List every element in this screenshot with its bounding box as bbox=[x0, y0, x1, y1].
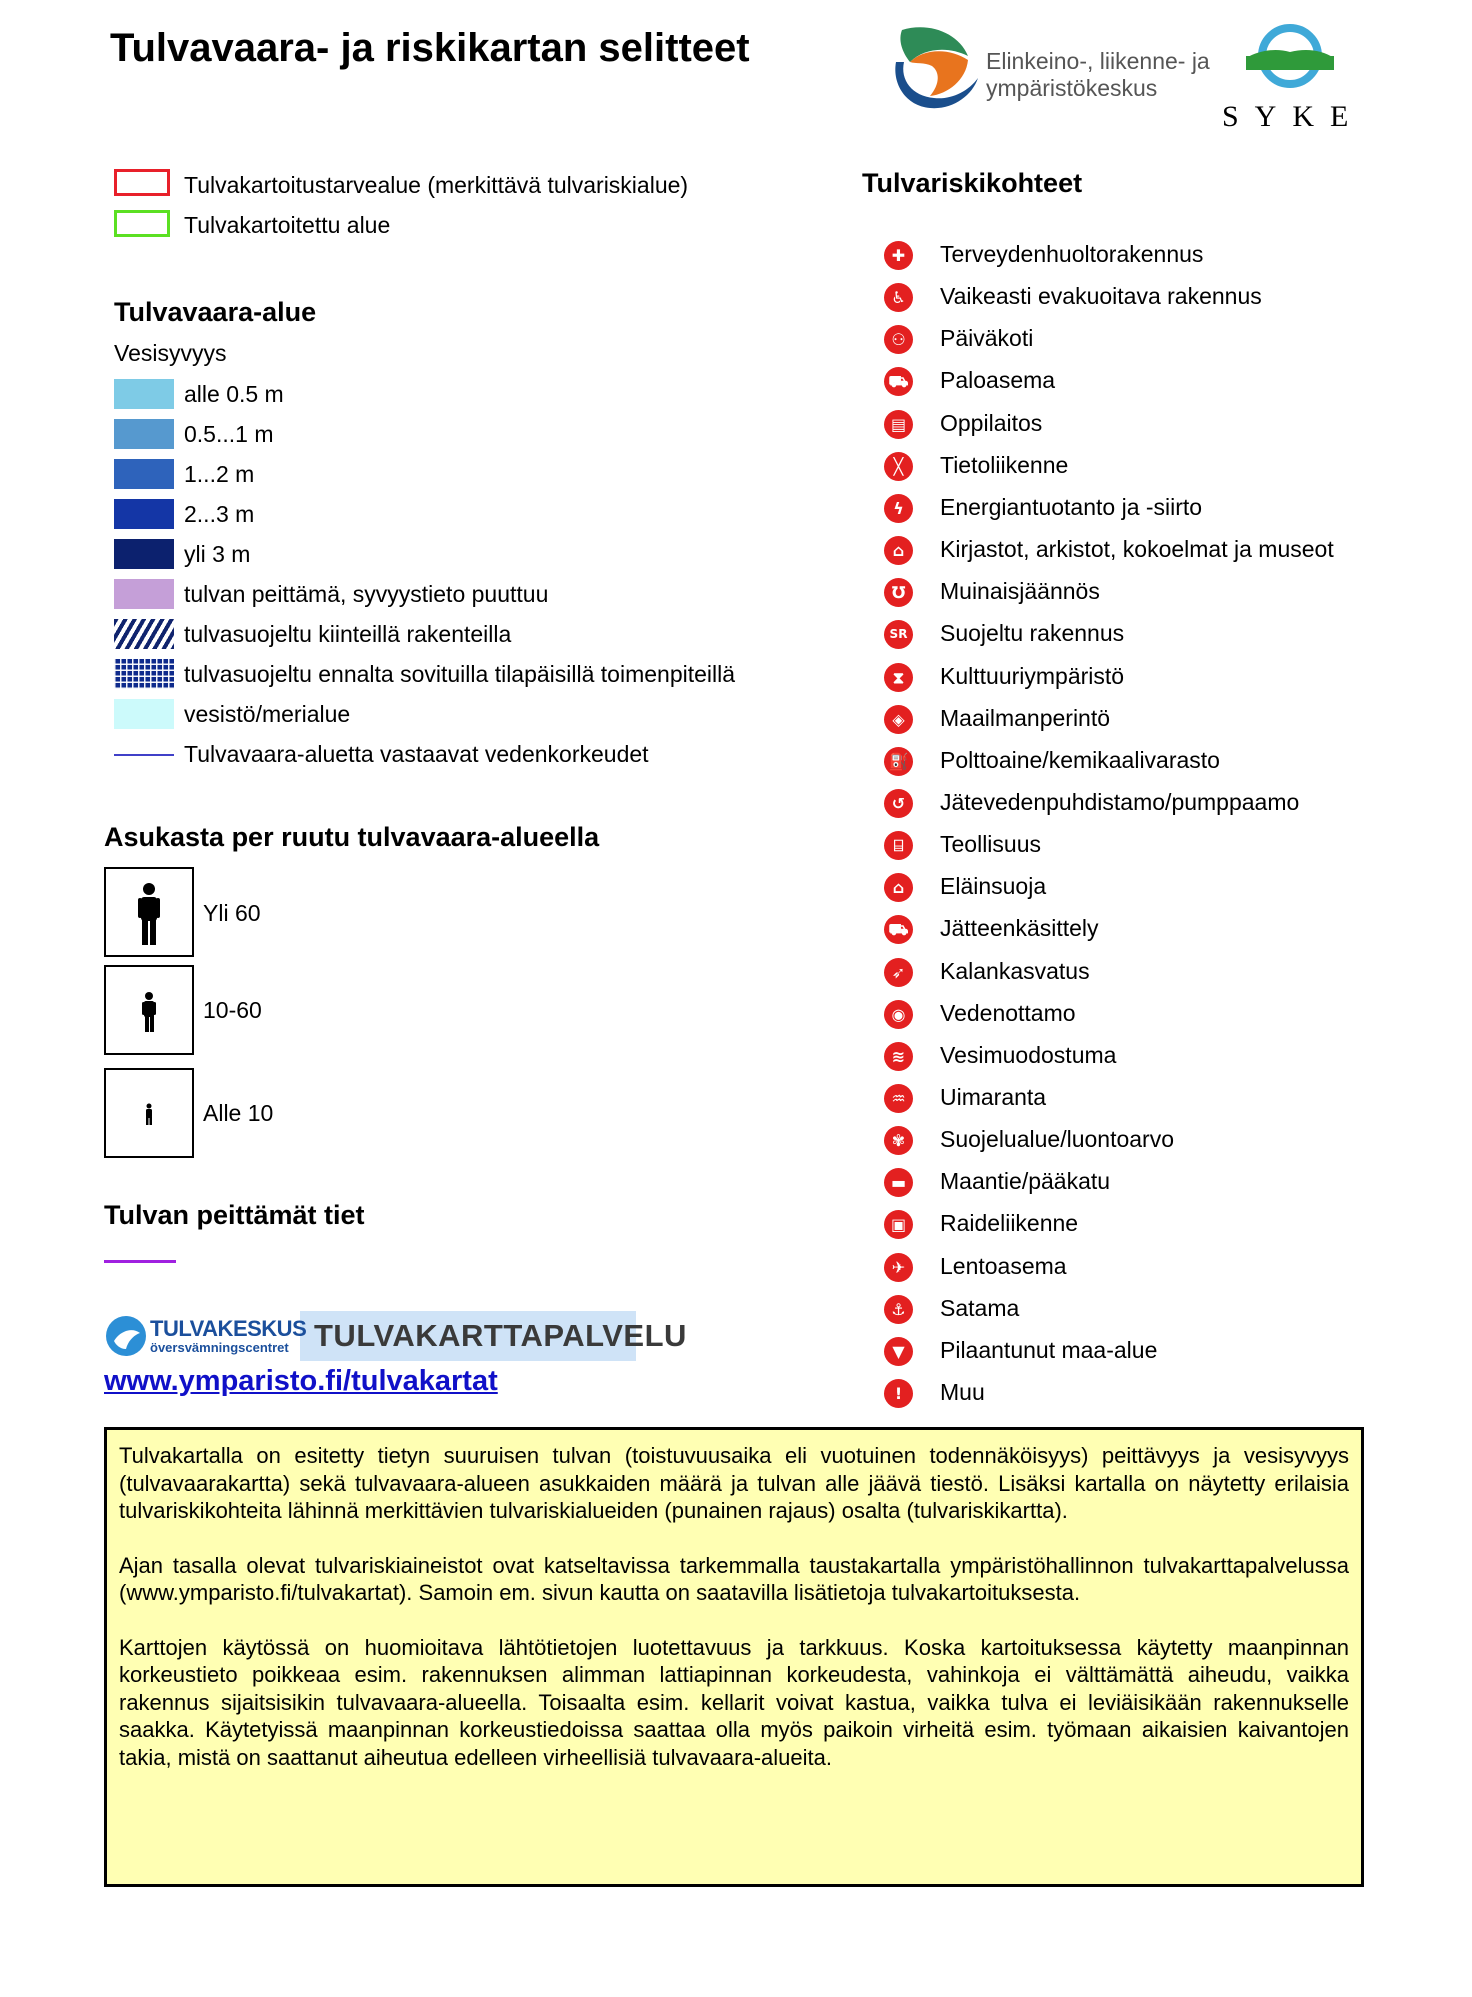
horseshoe-icon: ℧ bbox=[884, 578, 913, 607]
risk-targets-heading: Tulvariskikohteet bbox=[862, 168, 1083, 198]
info-box bbox=[104, 1427, 1364, 1887]
risk-target-label: Polttoaine/kemikaalivarasto bbox=[940, 746, 1220, 773]
temporary-protection-label: tulvasuojeltu ennalta sovituilla tilapäisillä toimenpiteillä bbox=[184, 661, 736, 687]
risk-target-label: Maailmanperintö bbox=[940, 704, 1111, 731]
waste-truck-icon: ⛟ bbox=[884, 915, 913, 944]
waves-icon: ≋ bbox=[884, 1042, 913, 1071]
stroller-icon: ⚇ bbox=[884, 325, 913, 354]
world-heritage-icon: ◈ bbox=[884, 705, 913, 734]
risk-target-label: Kalankasvatus bbox=[940, 957, 1090, 984]
antenna-icon: ╳ bbox=[884, 452, 913, 481]
risk-target-label: Oppilaitos bbox=[940, 409, 1043, 436]
wheelchair-icon: ♿ bbox=[884, 283, 913, 312]
risk-target-label: Pilaantunut maa-alue bbox=[940, 1336, 1158, 1363]
risk-target-label: Uimaranta bbox=[940, 1084, 1047, 1110]
outline-label: Tulvakartoitettu alue bbox=[184, 212, 391, 238]
no-depth-swatch bbox=[114, 579, 174, 609]
outline-label: Tulvakartoitustarvealue (merkittävä tulvariskialue) bbox=[184, 172, 689, 198]
person-icon bbox=[106, 967, 192, 1053]
sr-icon: SR bbox=[884, 620, 913, 649]
risk-target-label: Tietoliikenne bbox=[940, 451, 1069, 478]
depth-label: 0.5...1 m bbox=[184, 421, 274, 447]
risk-target-label: Vaikeasti evakuoitava rakennus bbox=[940, 283, 1262, 310]
triangle-icon: ▼ bbox=[884, 1337, 913, 1366]
risk-target-label: Muinaisjäännös bbox=[940, 578, 1100, 605]
fuel-icon: ⛽ bbox=[884, 747, 913, 776]
fixed-protection-swatch bbox=[114, 619, 174, 649]
risk-target-label: Maantie/pääkatu bbox=[940, 1168, 1111, 1195]
risk-target-label: Jätteenkäsittely bbox=[940, 915, 1099, 942]
book-icon: ▤ bbox=[884, 410, 913, 439]
train-icon: ▣ bbox=[884, 1210, 913, 1239]
water-level-label: Tulvavaara-aluetta vastaavat vedenkorkeudet bbox=[184, 741, 649, 767]
anchor-icon: ⚓ bbox=[884, 1295, 913, 1324]
flood-area-heading: Tulvavaara-alue bbox=[114, 297, 317, 327]
ely-logo-text: Elinkeino-, liikenne- ja ympäristökeskus bbox=[986, 48, 1210, 101]
factory-icon: ⌸ bbox=[884, 831, 913, 860]
museum-icon: ⌂ bbox=[884, 536, 913, 565]
info-paragraph: Tulvakartalla on esitetty tietyn suuruisen tulvan (toistuvuusaika eli vuotuinen todennäköisyys) peittävyys ja vesisyvyys (tulvavaarakartta) sekä tulvavaara-alueen asukkaiden määrä ja tulvan alle jäävä tiestö. Lisäksi kartalla on näytetty erilaisia tulvariskikohteita lähinnä merkittävien tulvariskialueiden (punainen rajaus) osalta (tulvariskikartta). bbox=[119, 1443, 1349, 1523]
airplane-icon: ✈ bbox=[884, 1253, 913, 1282]
water-body-swatch bbox=[114, 699, 174, 729]
risk-target-label: Muu bbox=[940, 1379, 985, 1406]
fish-icon: ➶ bbox=[884, 958, 913, 987]
lightning-icon: ϟ bbox=[884, 494, 913, 523]
person-icon bbox=[106, 1070, 192, 1156]
depth-swatch-3 bbox=[114, 499, 174, 529]
outline-red-swatch bbox=[114, 169, 170, 196]
tulvakarttapalvelu-label: TULVAKARTTAPALVELU bbox=[314, 1318, 687, 1353]
risk-target-label: Satama bbox=[940, 1294, 1020, 1321]
risk-target-label: Terveydenhuoltorakennus bbox=[940, 241, 1204, 267]
fixed-protection-label: tulvasuojeltu kiinteillä rakenteilla bbox=[184, 621, 512, 647]
risk-target-label: Vedenottamo bbox=[940, 999, 1076, 1026]
exclamation-icon: ! bbox=[884, 1379, 913, 1408]
syke-logo bbox=[1240, 18, 1340, 100]
roads-heading: Tulvan peittämät tiet bbox=[104, 1200, 365, 1230]
tulvakeskus-brand-sub: översvämningscentret bbox=[150, 1340, 289, 1355]
depth-swatch-4 bbox=[114, 539, 174, 569]
risk-target-label: Lentoasema bbox=[940, 1252, 1067, 1279]
water-intake-icon: ◉ bbox=[884, 1000, 913, 1029]
wastewater-icon: ↺ bbox=[884, 789, 913, 818]
fire-truck-icon: ⛟ bbox=[884, 367, 913, 396]
risk-target-label: Jätevedenpuhdistamo/pumppaamo bbox=[940, 788, 1300, 815]
tulvakeskus-brand: TULVAKESKUS bbox=[150, 1316, 307, 1341]
population-label: Yli 60 bbox=[203, 900, 261, 926]
depth-swatch-2 bbox=[114, 459, 174, 489]
depth-label: 2...3 m bbox=[184, 501, 255, 527]
syke-logo-text: SYKE bbox=[1222, 100, 1365, 133]
risk-target-label: Päiväkoti bbox=[940, 325, 1034, 352]
car-icon: ▬ bbox=[884, 1168, 913, 1197]
flood-area-subheading: Vesisyvyys bbox=[114, 340, 227, 366]
person-icon bbox=[106, 869, 192, 955]
nature-icon: ✾ bbox=[884, 1126, 913, 1155]
risk-target-label: Vesimuodostuma bbox=[940, 1041, 1117, 1068]
depth-label: yli 3 m bbox=[184, 541, 251, 567]
risk-target-label: Raideliikenne bbox=[940, 1210, 1079, 1237]
population-box-small bbox=[104, 1068, 194, 1158]
flooded-road-line bbox=[104, 1260, 176, 1263]
risk-target-label: Energiantuotanto ja -siirto bbox=[940, 493, 1203, 520]
risk-target-label: Teollisuus bbox=[940, 831, 1041, 858]
risk-target-label: Kirjastot, arkistot, kokoelmat ja museot bbox=[940, 536, 1334, 563]
cross-icon: ✚ bbox=[884, 241, 913, 270]
barn-icon: ⌂ bbox=[884, 873, 913, 902]
risk-target-label: Kulttuuriympäristö bbox=[940, 662, 1125, 689]
population-heading: Asukasta per ruutu tulvavaara-alueella bbox=[104, 822, 600, 852]
risk-target-label: Suojelualue/luontoarvo bbox=[940, 1126, 1175, 1153]
swimmer-icon: ♒ bbox=[884, 1084, 913, 1113]
population-label: 10-60 bbox=[203, 997, 262, 1023]
population-label: Alle 10 bbox=[203, 1100, 274, 1126]
depth-label: alle 0.5 m bbox=[184, 381, 284, 407]
risk-target-label: Paloasema bbox=[940, 367, 1056, 394]
depth-label: 1...2 m bbox=[184, 461, 255, 487]
risk-target-label: Suojeltu rakennus bbox=[940, 620, 1125, 647]
page-title: Tulvavaara- ja riskikartan selitteet bbox=[110, 26, 750, 70]
population-box-large bbox=[104, 867, 194, 957]
water-level-line bbox=[114, 754, 174, 756]
depth-swatch-1 bbox=[114, 419, 174, 449]
population-box-medium bbox=[104, 965, 194, 1055]
water-body-label: vesistö/merialue bbox=[184, 701, 351, 727]
outline-green-swatch bbox=[114, 210, 170, 237]
culture-icon: ⧗ bbox=[884, 663, 913, 692]
no-depth-label: tulvan peittämä, syvyystieto puuttuu bbox=[184, 581, 549, 607]
depth-swatch-0 bbox=[114, 379, 174, 409]
info-paragraph: Karttojen käytössä on huomioitava lähtötietojen luotettavuus ja tarkkuus. Koska kartoituksessa käytetty maanpinnan korkeustieto poikkeaa esim. rakennuksen alimman lattiapinnan korkeudesta, vahinkoja ei välttämättä aiheudu, vaikka rakennus sijaitsisikin tulvavaara-alueella. Toisaalta esim. kellarit voivat kastua, vaikka tulva ei leviäisikään rakennukselle saakka. Käytetyissä maanpinnan korkeustiedoissa saattaa olla myös paikoin virheitä esim. työmaan aikaisien kaivantojen takia, mistä on saattanut aiheutua edelleen virheellisiä tulvavaara-alueita. bbox=[119, 1634, 1349, 1770]
info-paragraph: Ajan tasalla olevat tulvariskiaineistot ovat katseltavissa tarkemmalla taustakartalla ympäristöhallinnon tulvakarttapalvelussa (www.ymparisto.fi/tulvakartat). Samoin em. sivun kautta on saatavilla lisätietoja tulvakartoituksesta. bbox=[119, 1552, 1349, 1605]
risk-target-label: Eläinsuoja bbox=[940, 873, 1047, 900]
temporary-protection-swatch bbox=[114, 659, 174, 689]
tulvakartat-link[interactable]: www.ymparisto.fi/tulvakartat bbox=[104, 1365, 498, 1397]
